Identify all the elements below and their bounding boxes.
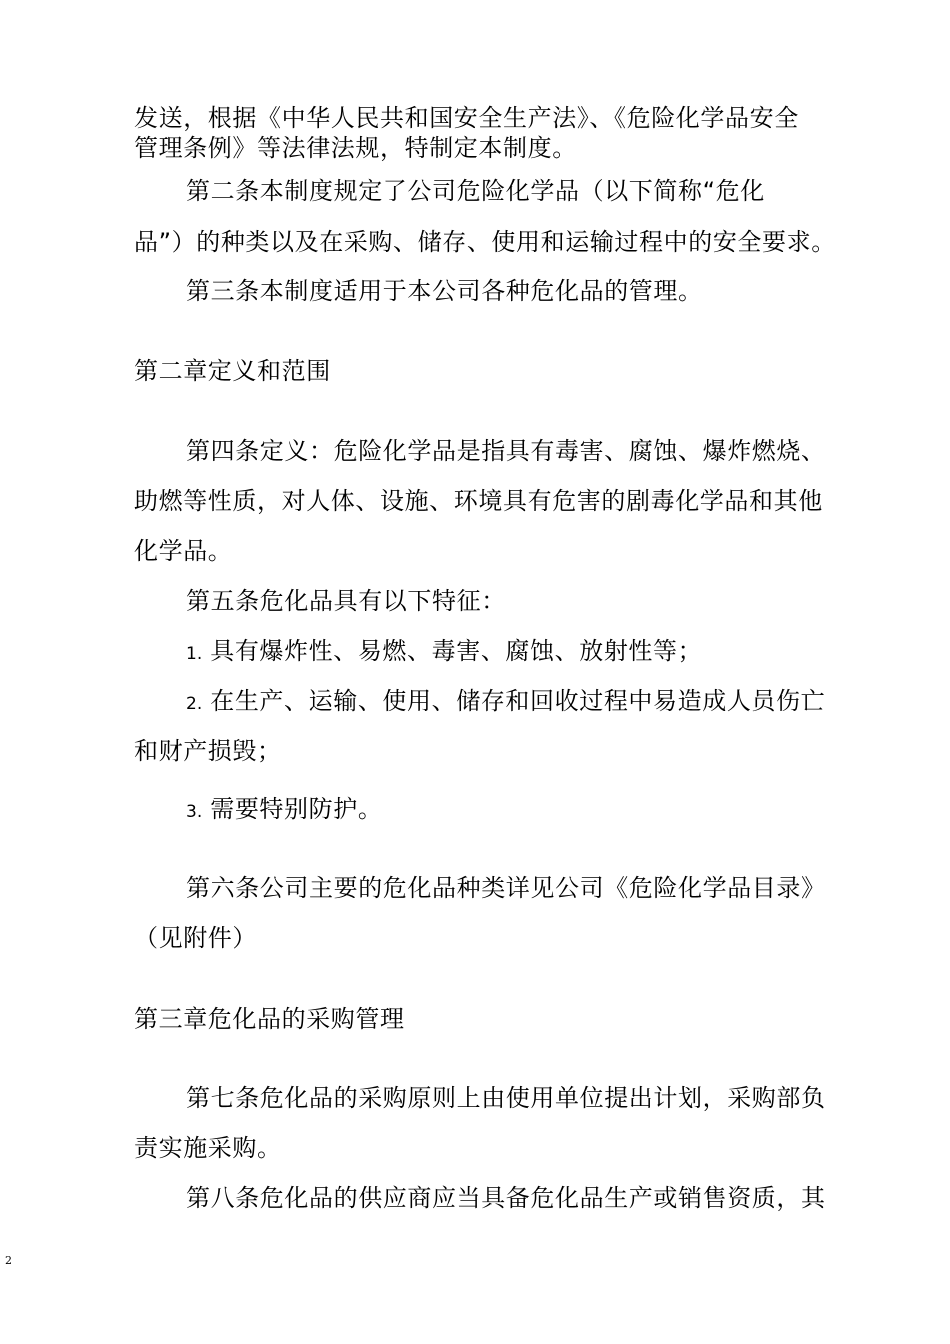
paragraph-line: 品”）的种类以及在采购、储存、使用和运输过程中的安全要求。 bbox=[134, 228, 836, 256]
article-5-line: 第五条危化品具有以下特征： bbox=[186, 587, 506, 615]
paragraph-line: 助燃等性质，对人体、设施、环境具有危害的剧毒化学品和其他 bbox=[134, 487, 823, 515]
paragraph-line: 和财产损毁； bbox=[134, 737, 282, 765]
paragraph-line: 管理条例》等法律法规，特制定本制度。 bbox=[134, 134, 577, 162]
article-8-line: 第八条危化品的供应商应当具备危化品生产或销售资质，其 bbox=[186, 1184, 826, 1212]
list-item bbox=[186, 794, 382, 827]
chapter-heading: 第二章定义和范围 bbox=[134, 357, 331, 385]
list-number: 3. bbox=[186, 802, 203, 822]
list-item bbox=[186, 686, 825, 719]
page-number: 2 bbox=[5, 1254, 12, 1267]
article-6-line: 第六条公司主要的危化品种类详见公司《危险化学品目录》 bbox=[186, 874, 826, 902]
article-7-line: 第七条危化品的采购原则上由使用单位提出计划，采购部负 bbox=[186, 1084, 826, 1112]
article-3-line: 第三条本制度适用于本公司各种危化品的管理。 bbox=[186, 277, 703, 305]
chapter-heading: 第三章危化品的采购管理 bbox=[134, 1005, 405, 1033]
paragraph-line: 责实施采购。 bbox=[134, 1134, 282, 1162]
article-2-line: 第二条本制度规定了公司危险化学品（以下简称“危化 bbox=[186, 177, 765, 205]
list-item-text: 在生产、运输、使用、储存和回收过程中易造成人员伤亡 bbox=[210, 687, 826, 715]
paragraph-line: 化学品。 bbox=[134, 537, 233, 565]
article-4-line: 第四条定义：危险化学品是指具有毒害、腐蚀、爆炸燃烧、 bbox=[186, 437, 826, 465]
paragraph-line: 发送，根据《中华人民共和国安全生产法》、《危险化学品安全 bbox=[134, 104, 799, 132]
list-number: 1. bbox=[186, 644, 203, 664]
list-item-text: 需要特别防护。 bbox=[210, 795, 383, 823]
list-item-text: 具有爆炸性、易燃、毒害、腐蚀、放射性等； bbox=[210, 637, 703, 665]
paragraph-line: （见附件） bbox=[134, 924, 257, 952]
list-item bbox=[186, 636, 702, 669]
list-number: 2. bbox=[186, 694, 203, 714]
